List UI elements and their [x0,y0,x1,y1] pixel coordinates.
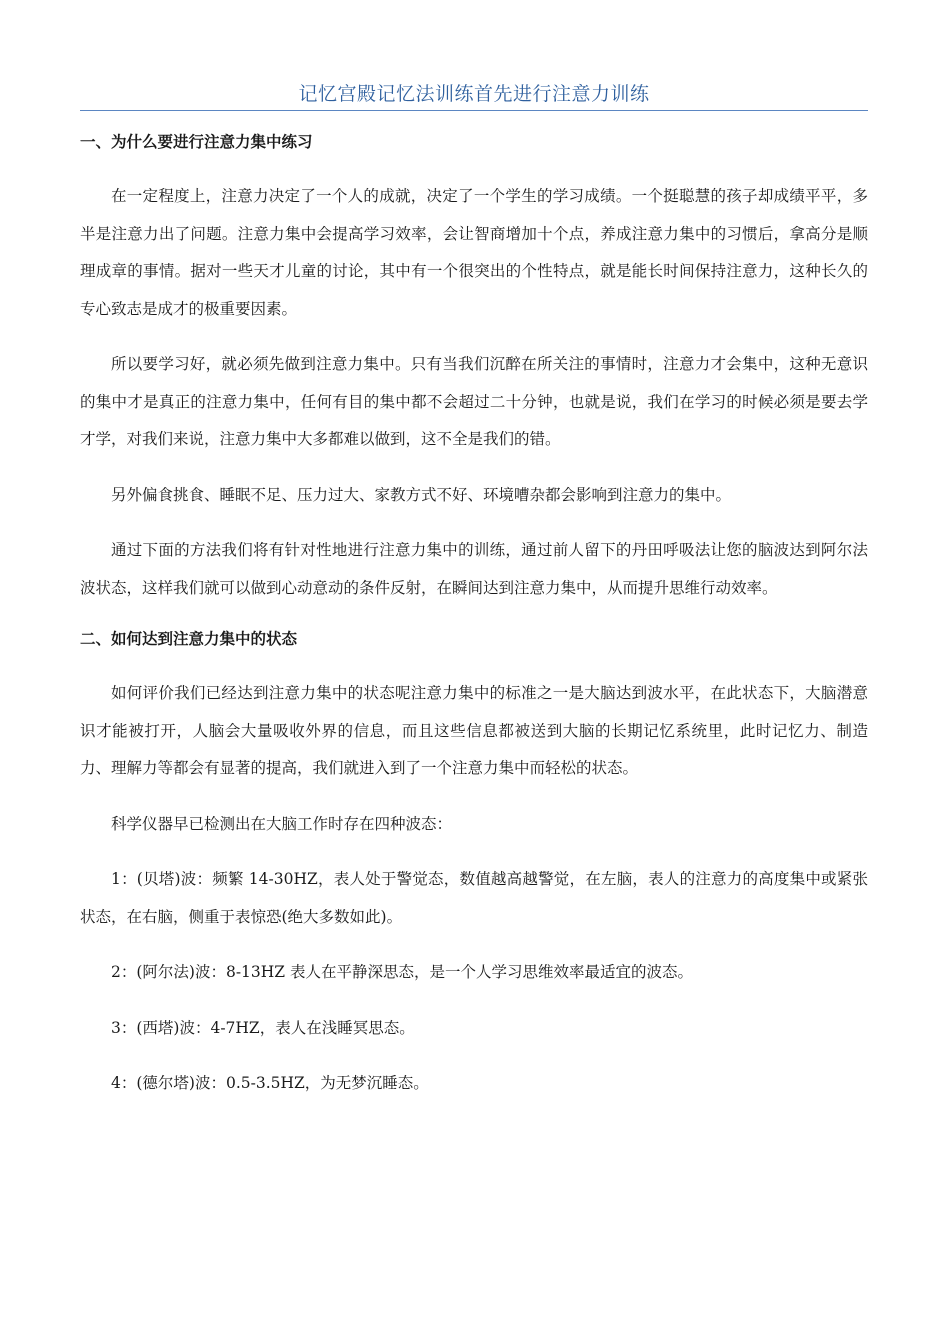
list-item: 3：(西塔)波：4-7HZ，表人在浅睡冥思态。 [111,1018,415,1037]
list-item: 1：(贝塔)波：频繁 14-30HZ，表人处于警觉态，数值越高越警觉，在左脑，表人的注意力的高度集中或紧张状态，在右脑，侧重于表惊恐(绝大多数如此)。 [80,870,868,926]
paragraph: 在一定程度上，注意力决定了一个人的成就，决定了一个学生的学习成绩。一个挺聪慧的孩子却成绩平平，多半是注意力出了问题。注意力集中会提高学习效率，会让智商增加十个点，养成注意力集中的习惯后，拿高分是顺理成章的事情。据对一些天才儿童的讨论，其中有一个很突出的个性特点，就是能长时间保持注意力，这种长久的专心致志是成才的极重要因素。 [80,187,868,318]
paragraph: 科学仪器早已检测出在大脑工作时存在四种波态： [111,814,453,833]
document-title: 记忆宫殿记忆法训练首先进行注意力训练 [298,83,650,105]
section-heading-1: 一、为什么要进行注意力集中练习 [80,133,313,151]
paragraph: 通过下面的方法我们将有针对性地进行注意力集中的训练，通过前人留下的丹田呼吸法让您的脑波达到阿尔法波状态，这样我们就可以做到心动意动的条件反射，在瞬间达到注意力集中，从而提升思维行动效率。 [80,541,868,597]
document-body [80,128,868,1103]
title-underline-rule [80,110,868,111]
paragraph: 所以要学习好，就必须先做到注意力集中。只有当我们沉醉在所关注的事情时，注意力才会集中，这种无意识的集中才是真正的注意力集中，任何有目的集中都不会超过二十分钟，也就是说，我们在学习的时候必须是要去学才学，对我们来说，注意力集中大多都难以做到，这不全是我们的错。 [80,355,868,448]
section-heading-2: 二、如何达到注意力集中的状态 [80,630,298,648]
list-item: 2：(阿尔法)波：8-13HZ 表人在平静深思态，是一个人学习思维效率最适宜的波态。 [111,963,693,981]
list-item: 4：(德尔塔)波：0.5-3.5HZ，为无梦沉睡态。 [111,1074,429,1092]
paragraph: 另外偏食挑食、睡眠不足、压力过大、家教方式不好、环境嘈杂都会影响到注意力的集中。 [111,485,732,504]
paragraph: 如何评价我们已经达到注意力集中的状态呢注意力集中的标准之一是大脑达到波水平，在此状态下，大脑潜意识才能被打开，人脑会大量吸收外界的信息，而且这些信息都被送到大脑的长期记忆系统里，此时记忆力、制造力、理解力等都会有显著的提高，我们就进入到了一个注意力集中而轻松的状态。 [80,684,868,777]
